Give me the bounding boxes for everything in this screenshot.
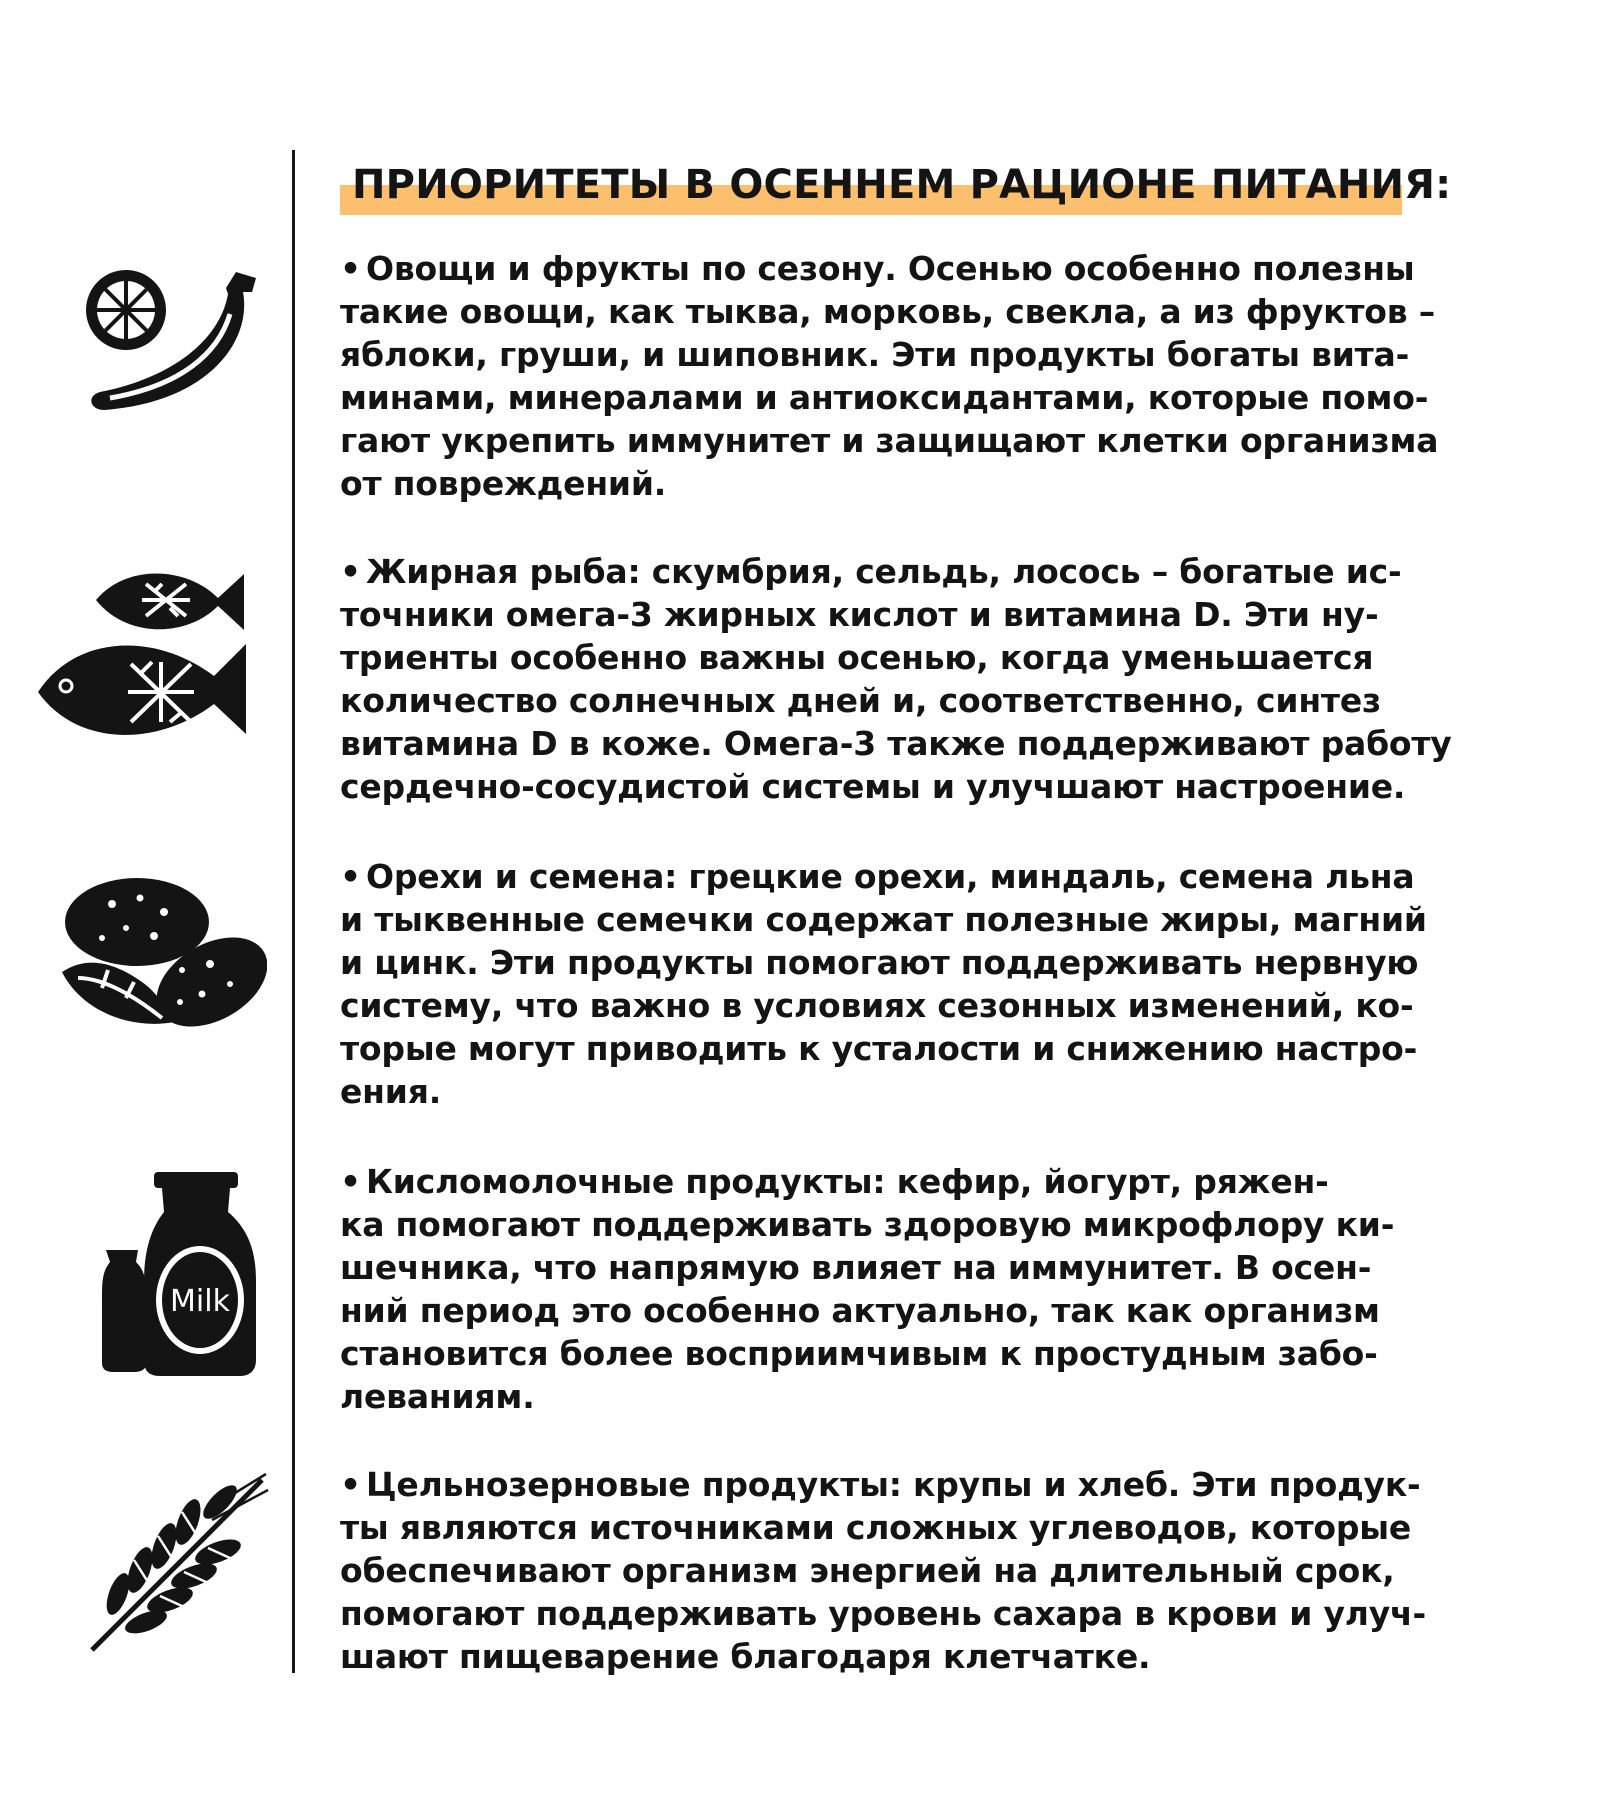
item-line: и цинк. Эти продукты помогают поддерживать нервную [340,943,1419,982]
item-line: Орехи и семена: грецкие орехи, миндаль, семена льна [366,857,1415,896]
item-line: минами, минералами и антиоксидантами, которые помо- [340,378,1429,417]
item-line: и тыквенные семечки содержат полезные жиры, магний [340,900,1427,939]
item-line: шечника, что напрямую влияет на иммунитет. В осен- [340,1248,1372,1287]
item-line: шают пищеварение благодаря клетчатке. [340,1637,1151,1676]
list-item [340,247,1515,505]
bullet: • [340,1162,361,1201]
title-block [340,160,1452,222]
vertical-divider [292,150,295,1673]
item-line: обеспечивают организм энергией на длительный срок, [340,1551,1395,1590]
item-line: ты являются источниками сложных углеводов, которые [340,1508,1412,1547]
bullet: • [340,857,361,896]
page-title: ПРИОРИТЕТЫ В ОСЕННЕМ РАЦИОНЕ ПИТАНИЯ: [352,162,1452,208]
item-line: торые могут приводить к усталости и снижению настро- [340,1029,1418,1068]
nuts-icon [62,872,267,1032]
list-item [340,1160,1515,1418]
item-line: сердечно-сосудистой системы и улучшают настроение. [340,767,1406,806]
item-line: Кисломолочные продукты: кефир, йогурт, ряжен- [366,1162,1329,1201]
item-line: от повреждений. [340,464,667,503]
item-line: витамина D в коже. Омега-3 также поддерживают работу [340,724,1452,763]
list-item [340,1463,1515,1678]
item-line: яблоки, груши, и шиповник. Эти продукты богаты вита- [340,335,1410,374]
milk-bottle-icon [100,1172,260,1377]
item-line: ка помогают поддерживать здоровую микрофлору ки- [340,1205,1395,1244]
fruit-icon [80,262,270,422]
list-item [340,550,1515,808]
item-line: Жирная рыба: скумбрия, сельдь, лосось – богатые ис- [366,552,1402,591]
bullet: • [340,249,361,288]
bullet: • [340,552,361,591]
item-line: леваниям. [340,1377,535,1416]
item-line: систему, что важно в условиях сезонных изменений, ко- [340,986,1414,1025]
item-line: становится более восприимчивым к простудным забо- [340,1334,1378,1373]
list-item [340,855,1515,1113]
item-line: Цельнозерновые продукты: крупы и хлеб. Эти продук- [366,1465,1421,1504]
item-line: помогают поддерживать уровень сахара в крови и улуч- [340,1594,1426,1633]
wheat-icon [84,1472,269,1657]
item-line: гают укрепить иммунитет и защищают клетки организма [340,421,1439,460]
fish-icon [36,562,251,747]
item-line: триенты особенно важны осенью, когда уменьшается [340,638,1374,677]
item-line: точники омега-3 жирных кислот и витамина D. Эти ну- [340,595,1379,634]
item-line: количество солнечных дней и, соответственно, синтез [340,681,1382,720]
item-line: ения. [340,1072,442,1111]
item-line: такие овощи, как тыква, морковь, свекла, а из фруктов – [340,292,1436,331]
item-line: Овощи и фрукты по сезону. Осенью особенно полезны [366,249,1415,288]
item-line: ний период это особенно актуально, так как организм [340,1291,1380,1330]
milk-label: Milk [170,1284,230,1319]
bullet: • [340,1465,361,1504]
